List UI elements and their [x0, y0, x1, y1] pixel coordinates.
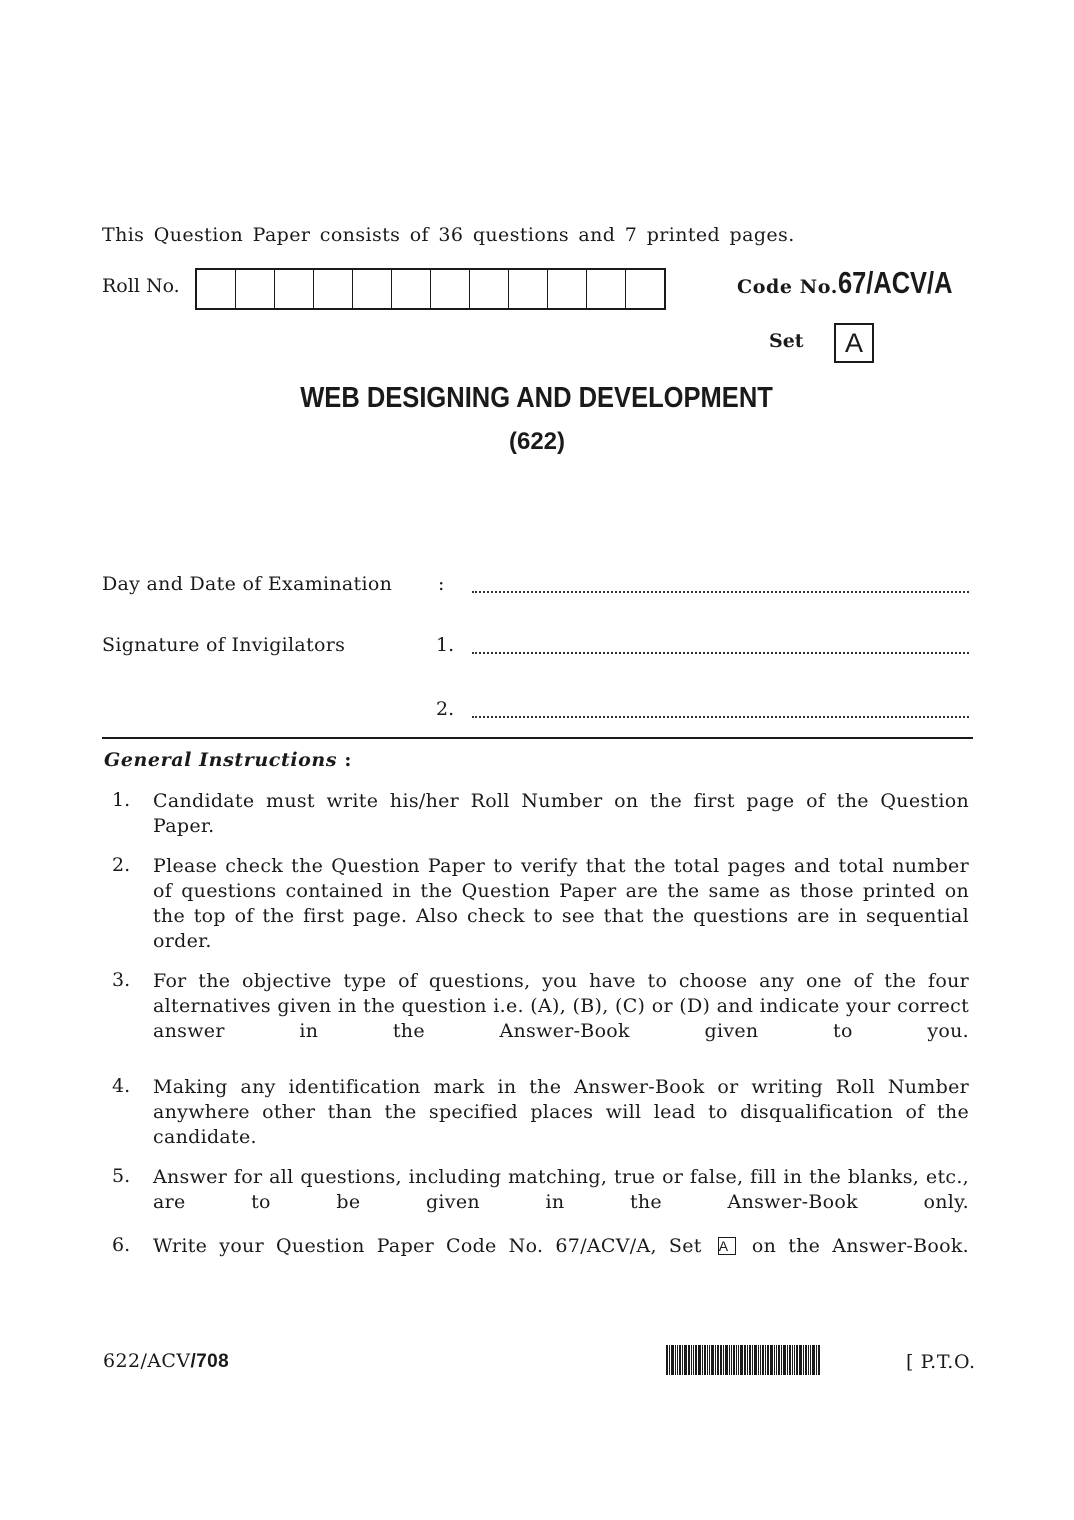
footer-code-prefix: 622/ACV	[103, 1350, 191, 1372]
roll-number-boxes[interactable]	[195, 268, 666, 310]
instruction-text: For the objective type of questions, you have to choose any one of the four alternatives given in the question i.e. (A), (B), (C) or (D) and indicate your correct answer in the Answer-Book given to you.	[153, 970, 969, 1042]
exam-date-separator: :	[438, 573, 445, 595]
roll-number-box[interactable]	[236, 270, 275, 308]
set-value-box: A	[834, 323, 874, 363]
code-number-value: 67/ACV/A	[838, 265, 953, 300]
code-number-label: Code No.	[737, 276, 838, 298]
roll-number-box[interactable]	[626, 270, 664, 308]
instruction-text: Candidate must write his/her Roll Number on the first page of the Question Paper.	[153, 790, 969, 837]
roll-number-box[interactable]	[197, 270, 236, 308]
invigilator-1-number: 1.	[436, 634, 455, 656]
general-instructions-heading	[104, 749, 352, 771]
instruction-text: Making any identification mark in the Answer-Book or writing Roll Number anywhere other than the specified places will lead to disqualification of the candidate.	[153, 1076, 969, 1148]
invigilator-1-signature-field[interactable]	[472, 650, 969, 654]
roll-number-box[interactable]	[587, 270, 626, 308]
footer-code-suffix: /708	[190, 1351, 230, 1372]
set-label: Set	[769, 330, 804, 352]
instruction-text-part: Write your Question Paper Code No. 67/ACV/A, Set	[153, 1235, 702, 1257]
instruction-number: 2.	[112, 854, 131, 876]
instruction-text: Please check the Question Paper to verify that the total pages and total number of questions contained in the Question Paper are the same as those printed on the top of the first page. Also check to see that the questions are in sequential order.	[153, 855, 969, 952]
subject-title-text: WEB DESIGNING AND DEVELOPMENT	[300, 382, 774, 414]
section-divider	[102, 737, 973, 739]
set-inline-box: A	[718, 1237, 736, 1255]
invigilator-2-signature-field[interactable]	[472, 714, 969, 718]
roll-number-box[interactable]	[275, 270, 314, 308]
invigilator-signature-label: Signature of Invigilators	[102, 634, 346, 656]
exam-date-field[interactable]	[472, 589, 969, 593]
instruction-number: 3.	[112, 969, 131, 991]
instruction-number: 5.	[112, 1165, 131, 1187]
roll-number-label: Roll No.	[102, 275, 180, 297]
heading-colon: :	[344, 749, 352, 771]
roll-number-box[interactable]	[548, 270, 587, 308]
instruction-text-part: on the Answer-Book.	[751, 1235, 969, 1257]
general-instructions-heading-text: General Instructions	[104, 749, 338, 771]
roll-number-box[interactable]	[392, 270, 431, 308]
instruction-text: Answer for all questions, including matching, true or false, fill in the blanks, etc., are to be given in the Answer-Book only.	[153, 1166, 969, 1213]
instruction-number: 4.	[112, 1075, 131, 1097]
question-paper-summary: This Question Paper consists of 36 questions and 7 printed pages.	[102, 224, 795, 246]
instruction-number: 1.	[112, 789, 131, 811]
paper-footer-code	[103, 1350, 229, 1373]
barcode-icon	[666, 1345, 890, 1375]
roll-number-box[interactable]	[353, 270, 392, 308]
please-turn-over-label: [ P.T.O.	[906, 1351, 976, 1373]
roll-number-box[interactable]	[509, 270, 548, 308]
subject-code: (622)	[508, 428, 566, 455]
subject-title	[0, 382, 1074, 415]
roll-number-box[interactable]	[314, 270, 353, 308]
invigilator-2-number: 2.	[436, 698, 455, 720]
roll-number-box[interactable]	[470, 270, 509, 308]
roll-number-box[interactable]	[431, 270, 470, 308]
exam-date-label: Day and Date of Examination	[102, 573, 393, 595]
instruction-text	[153, 1234, 969, 1259]
instruction-number: 6.	[112, 1234, 131, 1256]
